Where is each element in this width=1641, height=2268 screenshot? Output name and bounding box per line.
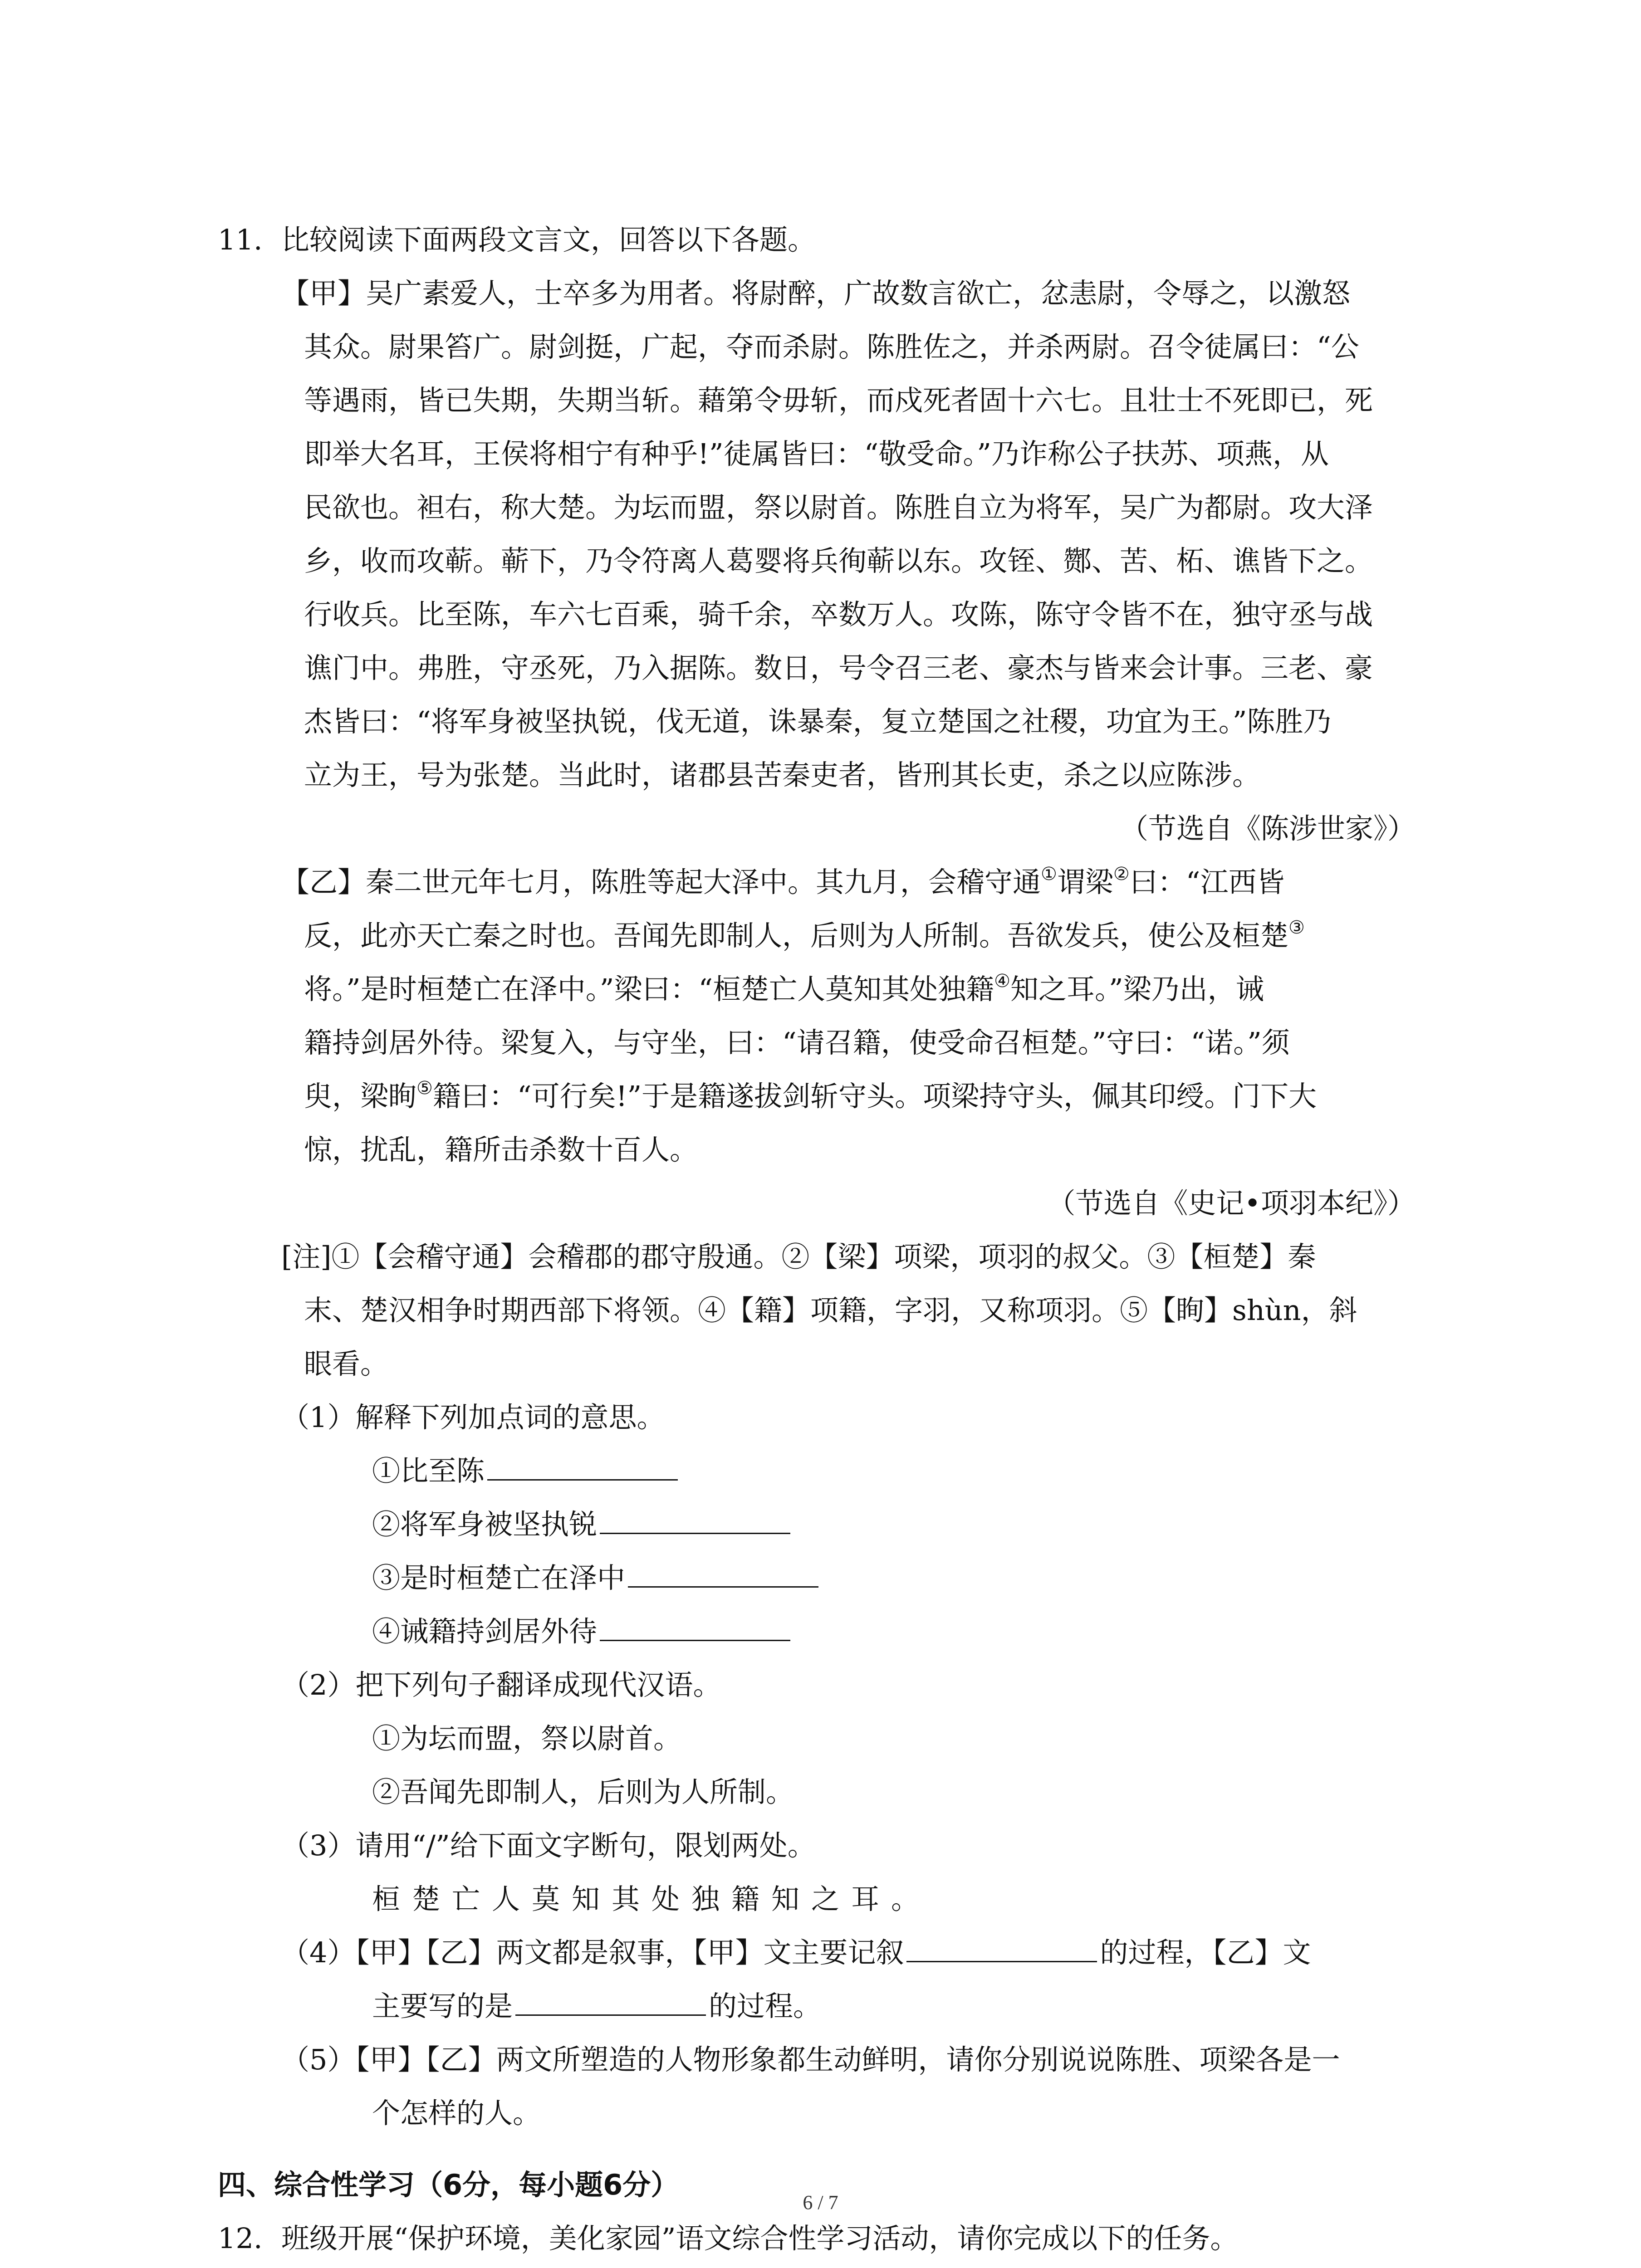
jia-line: 杰皆曰：“将军身被坚执锐，伐无道，诛暴秦，复立楚国之社稷，功宜为王。”陈胜乃 [304,705,1332,738]
answer-blank[interactable] [906,1959,1097,1962]
yi-source: （节选自《史记•项羽本纪》） [1047,1187,1416,1220]
sub4-text: 的过程。 [709,1989,822,2023]
page-content [218,213,1452,2268]
yi-line: 惊，扰乱，籍所击杀数十百人。 [304,1133,698,1166]
jia-line: 乡，收而攻蕲。蕲下，乃令符离人葛婴将兵徇蕲以东。攻铚、酂、苦、柘、谯皆下之。 [304,544,1373,577]
sub2-label: （2）把下列句子翻译成现代汉语。 [281,1668,721,1701]
yi-text: 【乙】秦二世元年七月，陈胜等起大泽中。其九月，会稽守通 [281,865,1041,899]
jia-line: 等遇雨，皆已失期，失期当斩。藉第令毋斩，而戍死者固十六七。且壮士不死即已，死 [304,384,1373,417]
sub4-line [218,1926,1452,1980]
answer-blank[interactable] [600,1638,790,1641]
yi-text: 知之耳。”梁乃出，诫 [1010,973,1264,1006]
q12-prompt-text: 班级开展“保护环境，美化家园”语文综合性学习活动，请你完成以下的任务。 [281,2222,1239,2255]
sub4-line [218,1980,1452,2033]
note-marker: ③ [1288,917,1305,938]
sub1-item [218,1498,1452,1551]
sub1-item [218,1605,1452,1658]
sub-question-2 [218,1658,1452,1819]
sub4-text: 主要写的是 [372,1989,513,2023]
sub4-text: （4）【甲】【乙】两文都是叙事，【甲】文主要记叙 [281,1936,904,1969]
q12-number: 12. [218,2222,263,2255]
yi-passage [218,855,1452,1230]
sub-question-1 [218,1391,1452,1658]
yi-line [218,855,1452,909]
sub1-item-text: ①比至陈 [372,1454,485,1487]
yi-line: 籍持剑居外待。梁复入，与守坐，曰：“请召籍，使受命召桓楚。”守曰：“诺。”须 [304,1026,1290,1059]
jia-source: （节选自《陈涉世家》） [1120,812,1416,845]
q11-number: 11. [218,223,263,256]
jia-line: 即举大名耳，王侯将相宁有种乎!”徒属皆曰：“敬受命。”乃诈称公子扶苏、项燕，从 [304,437,1329,470]
yi-text: 臾，梁眴 [304,1080,417,1113]
answer-blank[interactable] [600,1531,790,1534]
sub3-label: （3）请用“/”给下面文字断句，限划两处。 [281,1829,816,1862]
note-marker: ① [1041,864,1057,885]
jia-line: 谯门中。弗胜，守丞死，乃入据陈。数日，号令召三老、豪杰与皆来会计事。三老、豪 [304,651,1373,684]
note-marker: ② [1113,864,1130,885]
sub1-item [218,1444,1452,1498]
yi-text: 曰：“江西皆 [1129,865,1285,899]
page-number: 6 / 7 [803,2191,838,2214]
q12-prompt [218,2212,1452,2265]
sub2-item: ②吾闻先即制人，后则为人所制。 [372,1775,794,1809]
sub2-item: ①为坛而盟，祭以尉首。 [372,1722,682,1755]
note-marker: ④ [994,971,1010,992]
jia-line: 其众。尉果笞广。尉剑挺，广起，夺而杀尉。陈胜佐之，并杀两尉。召令徒属曰：“公 [304,330,1359,363]
sub-question-3 [218,1819,1452,1926]
sub-question-4 [218,1926,1452,2033]
sub1-item [218,1551,1452,1605]
q11-prompt [218,213,1452,267]
answer-blank[interactable] [487,1477,678,1481]
sub5-line: 个怎样的人。 [372,2097,541,2130]
yi-text: 将。”是时桓楚亡在泽中。”梁曰：“桓楚亡人莫知其处独籍 [304,973,994,1006]
material-line [218,2265,1452,2268]
sub1-item-text: ③是时桓楚亡在泽中 [372,1561,626,1594]
sub-question-5 [218,2033,1452,2140]
note-line: [注]①【会稽守通】会稽郡的郡守殷通。②【梁】项梁，项羽的叔父。③【桓楚】秦 [281,1240,1316,1273]
jia-line: 立为王，号为张楚。当此时，诸郡县苦秦吏者，皆刑其长吏，杀之以应陈涉。 [304,758,1261,792]
jia-line: 民欲也。袒右，称大楚。为坛而盟，祭以尉首。陈胜自立为将军，吴广为都尉。攻大泽 [304,491,1373,524]
section-title: 四、综合性学习（6分，每小题6分） [218,2168,679,2201]
q11-prompt-text: 比较阅读下面两段文言文，回答以下各题。 [281,223,816,256]
jia-passage [218,267,1452,855]
sub5-line: （5）【甲】【乙】两文所塑造的人物形象都生动鲜明，请你分别说说陈胜、项梁各是一 [281,2043,1340,2076]
jia-line: 行收兵。比至陈，车六七百乘，骑千余，卒数万人。攻陈，陈守令皆不在，独守丞与战 [304,598,1373,631]
sub1-label: （1）解释下列加点词的意思。 [281,1401,665,1434]
yi-text: 谓梁 [1057,865,1113,899]
yi-text: 反，此亦天亡秦之时也。吾闻先即制人，后则为人所制。吾欲发兵，使公及桓楚 [304,919,1289,952]
yi-line [218,909,1452,963]
sub3-text[interactable]: 桓楚亡人莫知其处独籍知之耳。 [372,1882,931,1916]
sub1-item-text: ④诫籍持剑居外待 [372,1615,598,1648]
sub1-item-text: ②将军身被坚执锐 [372,1508,598,1541]
yi-line [218,1070,1452,1123]
note-line: 末、楚汉相争时期西部下将领。④【籍】项籍，字羽，又称项羽。⑤【眴】shùn，斜 [304,1294,1357,1327]
yi-text: 籍曰：“可行矣!”于是籍遂拔剑斩守头。项梁持守头，佩其印绶。门下大 [432,1080,1317,1113]
sub4-text: 的过程，【乙】文 [1100,1936,1311,1969]
note-marker: ⑤ [416,1078,433,1099]
answer-blank[interactable] [515,2013,706,2016]
notes [218,1230,1452,1391]
answer-blank[interactable] [628,1584,818,1588]
jia-line: 【甲】吴广素爱人，士卒多为用者。将尉醉，广故数言欲亡，忿恚尉，令辱之，以激怒 [281,277,1351,310]
note-line: 眼看。 [304,1347,389,1380]
yi-line [218,963,1452,1016]
